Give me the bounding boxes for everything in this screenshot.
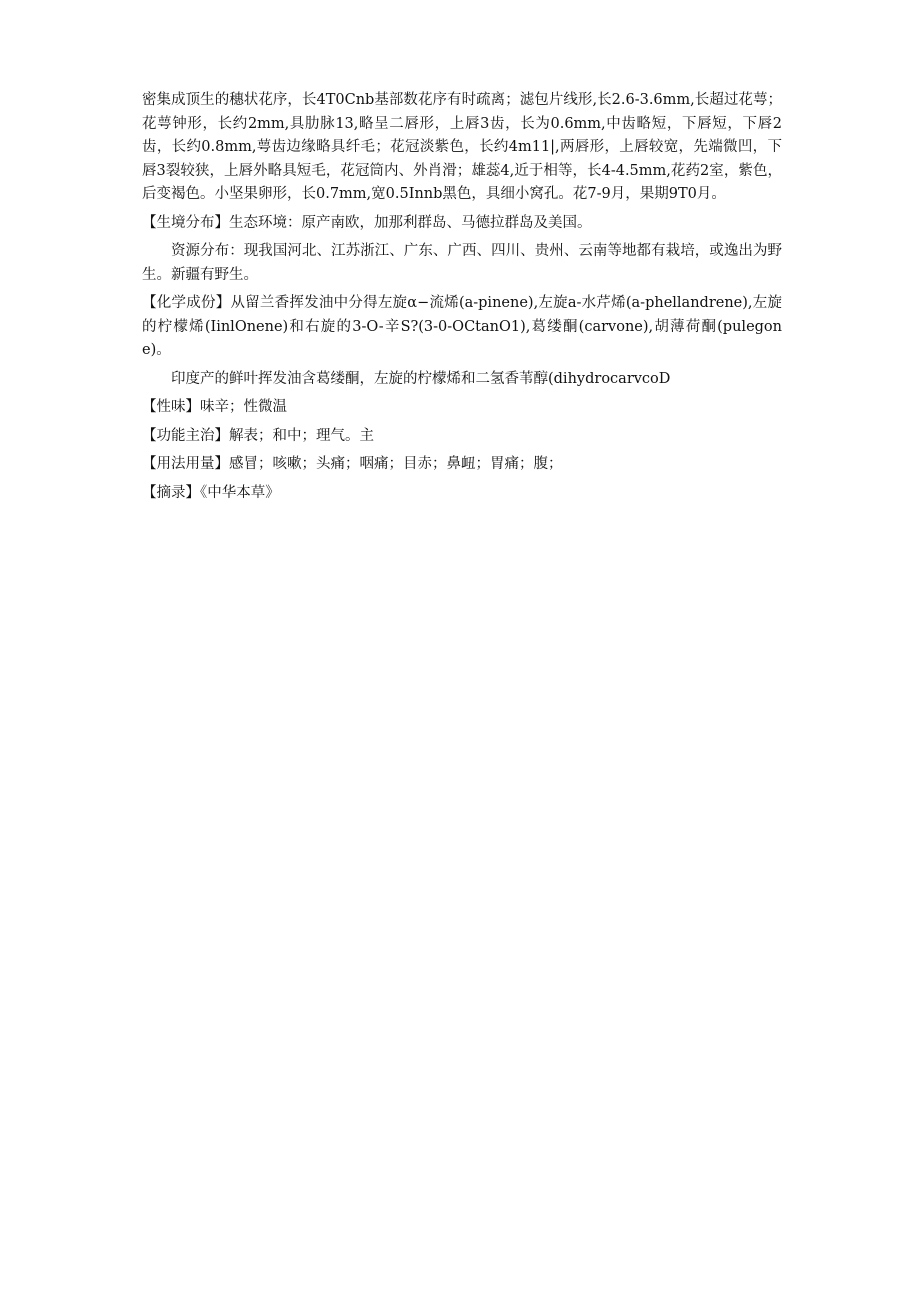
- paragraph-chemistry-india: [142, 368, 782, 392]
- section-label-habitat: 【生境分布】: [142, 214, 229, 231]
- paragraph-text: 从留兰香挥发油中分得左旋α−流烯(a-pinene),左旋a-水芹烯(a-phellandrene),左旋的柠檬烯(IinlOnene)和右旋的3-O-辛S?(3-0-OCtanO1),葛缕酮(carvone),胡薄荷酮(pulegone)。: [142, 295, 783, 358]
- paragraph-text: 生态环境：原产南欧，加那利群岛、马德拉群岛及美国。: [229, 214, 592, 231]
- paragraph-text: 密集成顶生的穗状花序，长4T0Cnb基部数花序有时疏离；滤包片线形,长2.6-3.6mm,长超过花萼；花萼钟形，长约2mm,具肋脉13,略呈二唇形，上唇3齿，长为0.6mm,中齿略短，下唇短，下唇2齿，长约0.8mm,萼齿边缘略具纤毛；花冠淡紫色，长约4m11|,两唇形，上唇较宽，先端微凹，下唇3裂较狭，上唇外略具短毛，花冠筒内、外肖滑；雄蕊4,近于相等，长4-4.5mm,花药2室，紫色，后变褐色。小坚果卵形，长0.7mm,宽0.5Innb黑色，具细小窝孔。花7-9月，果期9T0月。: [142, 92, 782, 202]
- paragraph-morphology: [142, 89, 782, 207]
- paragraph-text: 味辛；性微温: [200, 399, 287, 415]
- paragraph-habitat: [142, 212, 782, 236]
- paragraph-chemistry: [142, 292, 782, 363]
- paragraph-source: [142, 482, 782, 506]
- paragraph-text: 《中华本草》: [200, 484, 280, 501]
- section-label-usage: 【用法用量】: [142, 456, 229, 472]
- paragraph-taste: [142, 396, 782, 420]
- section-label-function: 【功能主治】: [142, 427, 229, 444]
- paragraph-text: 感冒；咳嗽；头痛；咽痛；目赤；鼻衄；胃痛；腹；: [229, 456, 563, 472]
- section-label-source: 【摘录】: [142, 484, 200, 501]
- paragraph-resources: [142, 240, 782, 287]
- paragraph-text: 资源分布：现我国河北、江苏浙江、广东、广西、四川、贵州、云南等地都有栽培，或逸出为野生。新疆有野生。: [142, 243, 782, 283]
- paragraph-text: 印度产的鲜叶挥发油含葛缕酮，左旋的柠檬烯和二氢香苇醇(dihydrocarvcoD: [171, 370, 671, 387]
- paragraph-usage: [142, 453, 782, 477]
- section-label-taste: 【性味】: [142, 399, 200, 415]
- paragraph-text: 解表；和中；理气。主: [229, 427, 374, 444]
- document-body: [142, 89, 782, 505]
- paragraph-function: [142, 425, 782, 449]
- section-label-chemistry: 【化学成份】: [142, 295, 231, 311]
